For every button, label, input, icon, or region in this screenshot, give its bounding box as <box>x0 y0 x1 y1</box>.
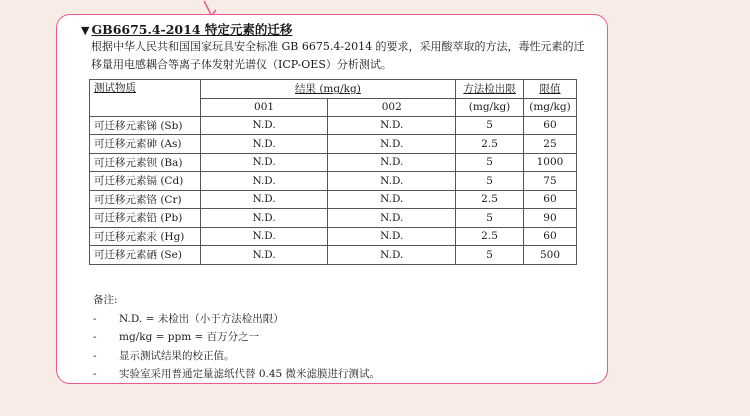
limit-value: 60 <box>523 190 576 209</box>
table-row <box>90 116 577 135</box>
note-text: 显示测试结果的校正值。 <box>119 349 235 362</box>
header-result: 结果 (mg/kg) <box>200 80 455 99</box>
table-row <box>90 209 577 228</box>
header-sample-002: 002 <box>328 98 456 116</box>
header-limit-unit: (mg/kg) <box>523 98 576 116</box>
note-bullet: - <box>93 368 97 380</box>
result-002: N.D. <box>328 153 456 172</box>
result-002: N.D. <box>328 246 456 265</box>
table-row <box>90 135 577 154</box>
table-row <box>90 246 577 265</box>
header-sample-001: 001 <box>200 98 328 116</box>
note-text: N.D. = 未检出（小于方法检出限） <box>119 312 284 325</box>
result-001: N.D. <box>200 246 328 265</box>
mdl-value: 5 <box>456 172 524 191</box>
result-001: N.D. <box>200 172 328 191</box>
header-mdl-unit: (mg/kg) <box>456 98 524 116</box>
element-name: 可迁移元素硒 (Se) <box>90 246 201 265</box>
note-bullet: - <box>93 312 97 325</box>
limit-value: 60 <box>523 227 576 246</box>
intro-line-2: 移量用电感耦合等离子体发射光谱仪（ICP-OES）分析测试。 <box>91 58 392 71</box>
mdl-value: 5 <box>456 209 524 228</box>
results-table <box>89 79 577 265</box>
report-card <box>56 14 608 384</box>
limit-value: 1000 <box>523 153 576 172</box>
result-001: N.D. <box>200 227 328 246</box>
result-001: N.D. <box>200 135 328 154</box>
result-002: N.D. <box>328 209 456 228</box>
note-bullet: - <box>93 349 97 362</box>
element-name: 可迁移元素汞 (Hg) <box>90 227 201 246</box>
result-001: N.D. <box>200 153 328 172</box>
mdl-value: 5 <box>456 116 524 135</box>
note-item <box>93 347 380 366</box>
result-002: N.D. <box>328 190 456 209</box>
table-row <box>90 172 577 191</box>
element-name: 可迁移元素镉 (Cd) <box>90 172 201 191</box>
table-row <box>90 227 577 246</box>
result-001: N.D. <box>200 116 328 135</box>
element-name: 可迁移元素锑 (Sb) <box>90 116 201 135</box>
note-item <box>93 328 380 347</box>
notes-heading: 备注: <box>93 294 118 306</box>
table-row <box>90 153 577 172</box>
intro-line-1: 根据中华人民共和国国家玩具安全标准 GB 6675.4-2014 的要求，采用酸萃取的方法，毒性元素的迁 <box>91 40 585 53</box>
limit-value: 60 <box>523 116 576 135</box>
element-name: 可迁移元素铅 (Pb) <box>90 209 201 228</box>
limit-value: 25 <box>523 135 576 154</box>
header-mdl: 方法检出限 <box>456 80 524 99</box>
note-text: 实验室采用普通定量滤纸代替 0.45 微米滤膜进行测试。 <box>119 368 381 380</box>
mdl-value: 2.5 <box>456 135 524 154</box>
triangle-down-icon: ▼ <box>81 24 90 37</box>
note-bullet: - <box>93 331 97 343</box>
mdl-value: 5 <box>456 153 524 172</box>
element-name: 可迁移元素砷 (As) <box>90 135 201 154</box>
notes-section <box>93 291 380 384</box>
result-002: N.D. <box>328 116 456 135</box>
result-002: N.D. <box>328 172 456 191</box>
header-test-item: 测试物质 <box>90 80 201 117</box>
element-name: 可迁移元素钡 (Ba) <box>90 153 201 172</box>
limit-value: 500 <box>523 246 576 265</box>
section-title-text: GB6675.4-2014 特定元素的迁移 <box>91 22 293 37</box>
intro-paragraph <box>91 38 591 74</box>
result-002: N.D. <box>328 135 456 154</box>
limit-value: 75 <box>523 172 576 191</box>
result-001: N.D. <box>200 209 328 228</box>
result-001: N.D. <box>200 190 328 209</box>
result-002: N.D. <box>328 227 456 246</box>
section-title <box>81 20 292 38</box>
mdl-value: 2.5 <box>456 227 524 246</box>
note-item <box>93 365 380 384</box>
note-item <box>93 310 380 329</box>
table-header-row <box>90 80 577 99</box>
mdl-value: 2.5 <box>456 190 524 209</box>
header-limit: 限值 <box>523 80 576 99</box>
note-text: mg/kg = ppm = 百万分之一 <box>119 331 260 343</box>
limit-value: 90 <box>523 209 576 228</box>
table-row <box>90 190 577 209</box>
mdl-value: 5 <box>456 246 524 265</box>
element-name: 可迁移元素铬 (Cr) <box>90 190 201 209</box>
